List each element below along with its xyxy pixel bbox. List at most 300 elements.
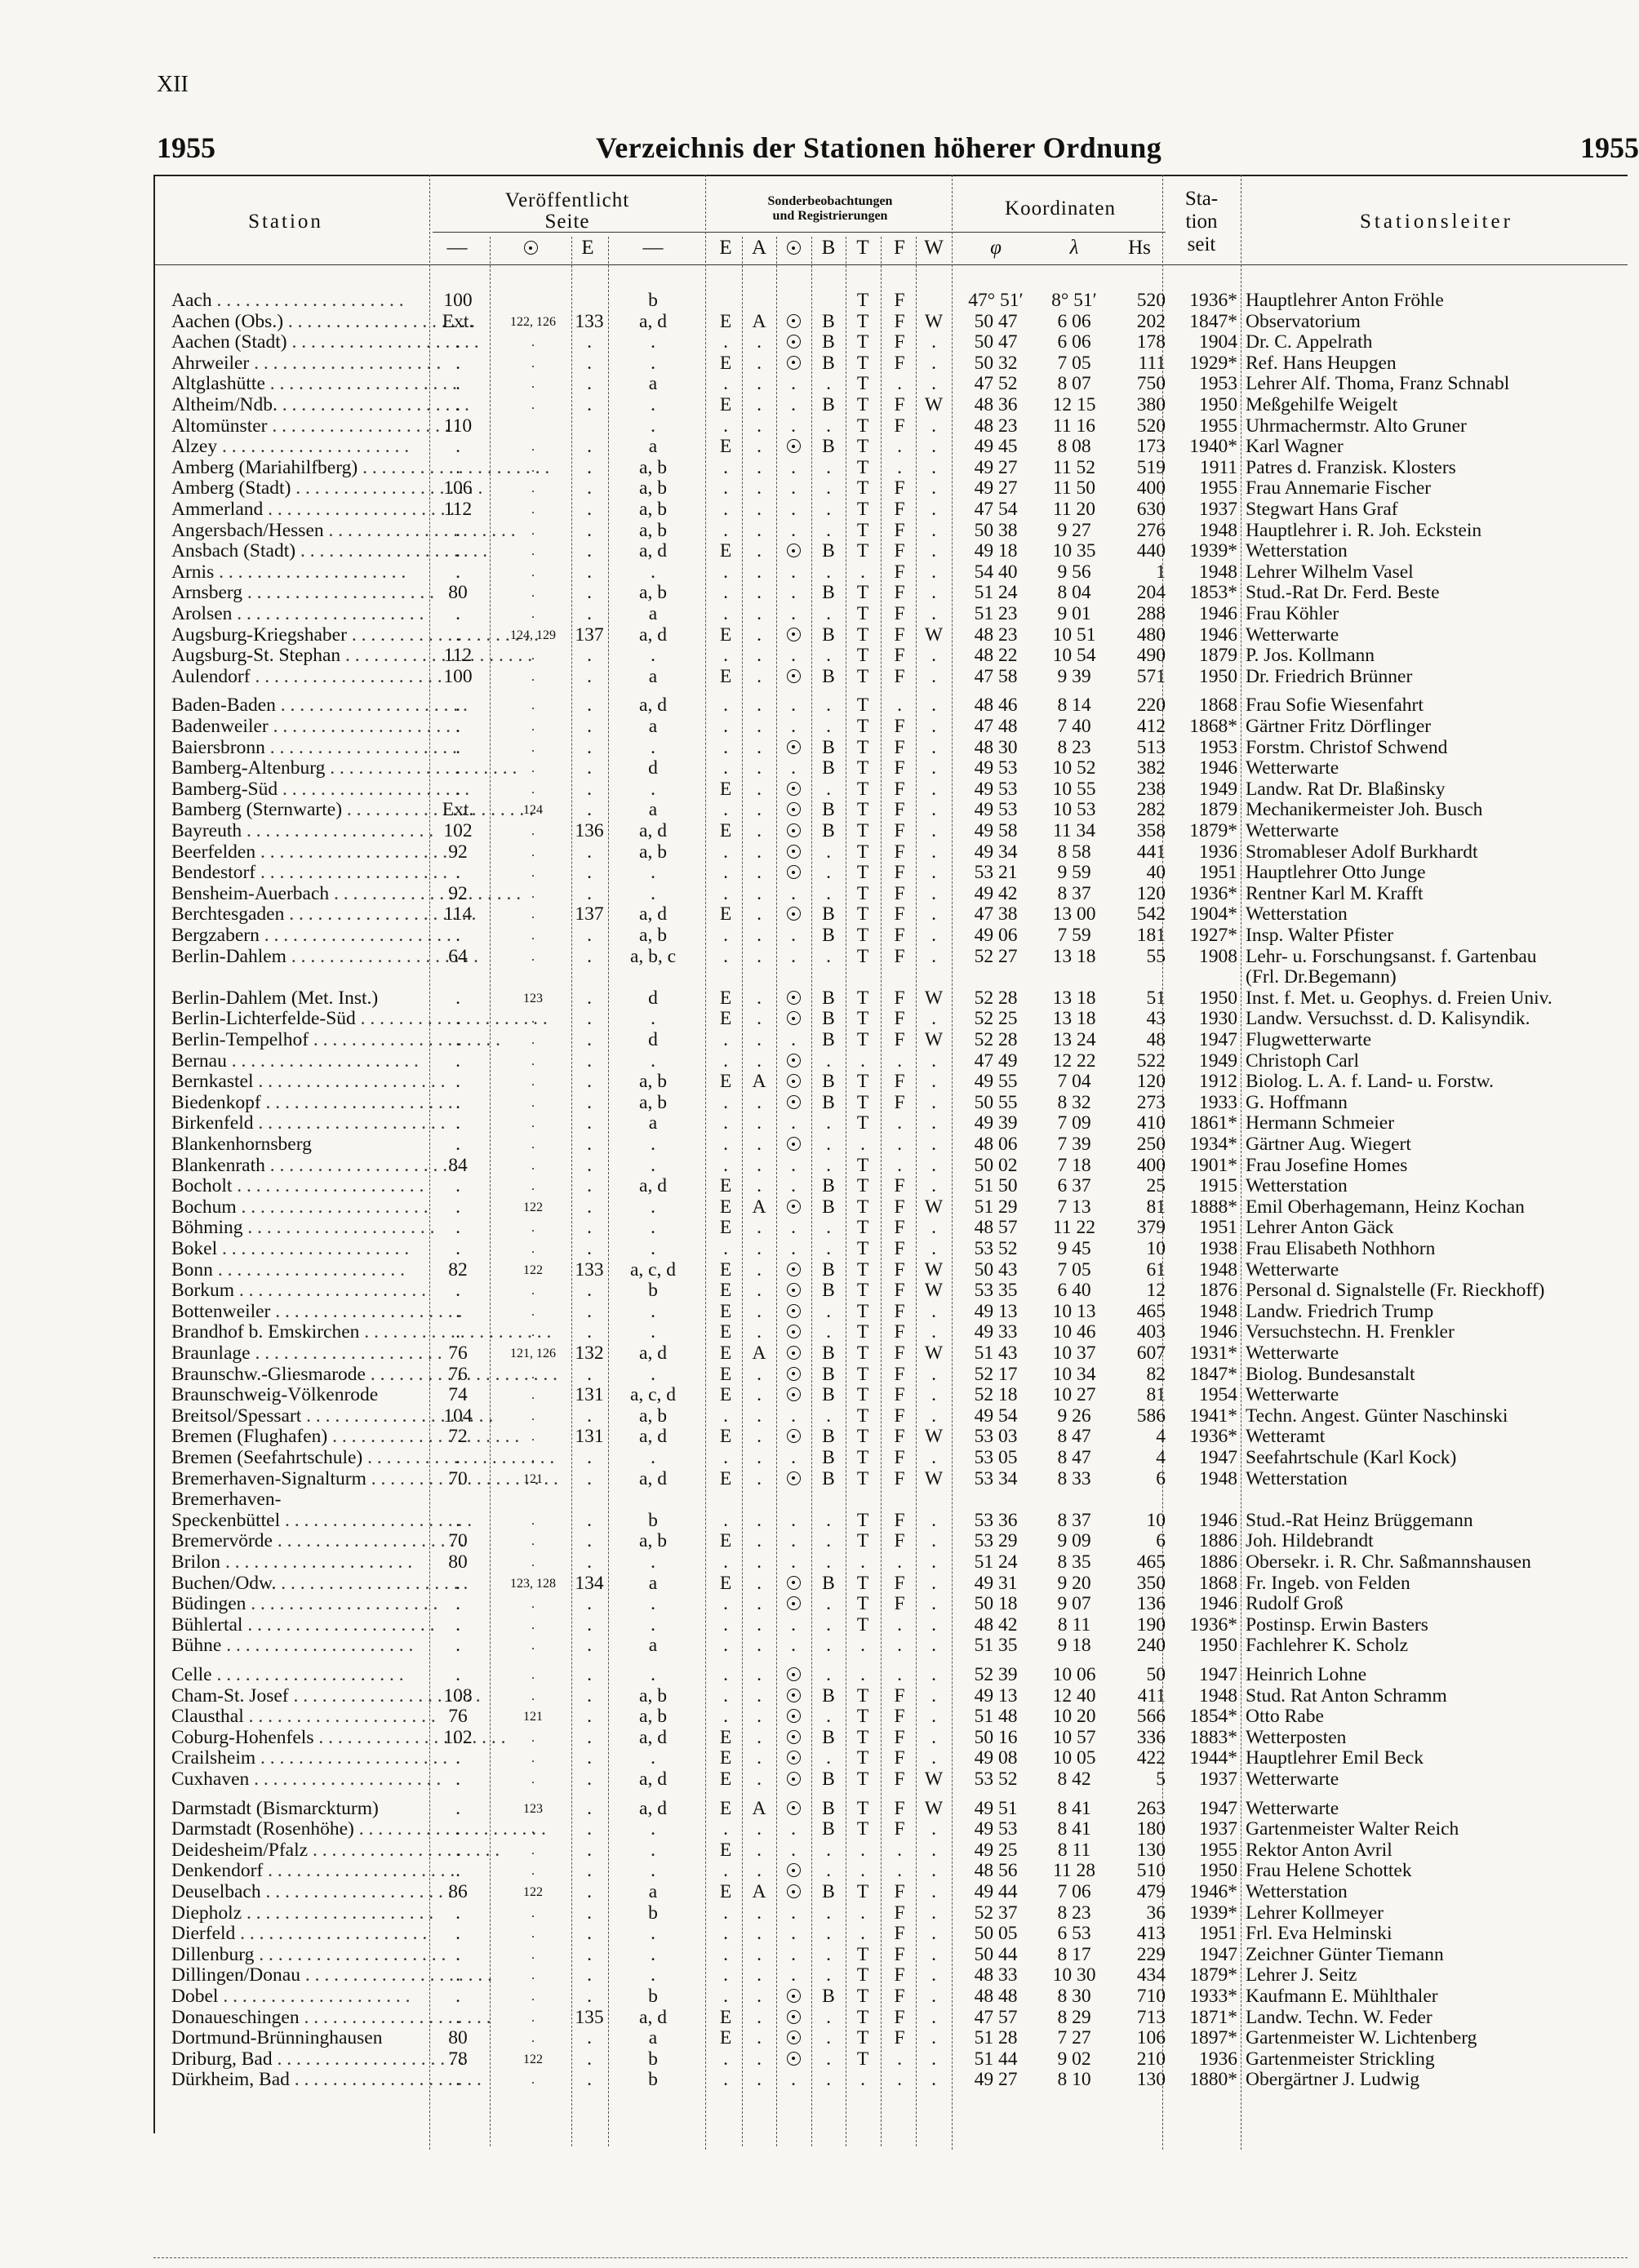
cell-leit: Landw. Techn. W. Feder	[1246, 2006, 1432, 2028]
header-station-seit-1: Sta-	[1184, 188, 1219, 210]
cell-T: T	[856, 1112, 869, 1134]
cell-A: .	[757, 1530, 762, 1552]
cell-O: .	[791, 645, 796, 667]
cell-v3: .	[587, 499, 592, 520]
cell-T: T	[856, 415, 869, 437]
header-A: A	[751, 237, 767, 259]
cell-B: B	[822, 1572, 835, 1594]
table-row	[0, 2008, 1632, 2029]
cell-E: .	[723, 1684, 728, 1707]
cell-E: .	[723, 1134, 728, 1155]
cell-E: E	[719, 1196, 732, 1218]
cell-O: .	[791, 1839, 796, 1861]
cell-leit: Mechanikermeister Joh. Busch	[1246, 799, 1483, 821]
cell-F: .	[897, 1839, 902, 1861]
cell-lam: 8 23	[1057, 1902, 1091, 1924]
cell-B: .	[826, 2027, 831, 2049]
table-row	[0, 332, 1632, 353]
cell-n: Brilon . . .	[171, 1552, 433, 1573]
cell-leit: Rektor Anton Avril	[1246, 1839, 1392, 1861]
cell-v2: .	[531, 886, 535, 901]
cell-v4: .	[651, 1747, 655, 1769]
cell-F: .	[897, 1635, 902, 1657]
table-row	[0, 1176, 1632, 1197]
cell-v4: a, d	[639, 1426, 667, 1448]
cell-lam: 7 04	[1057, 1071, 1091, 1093]
cell-hs: 440	[1136, 540, 1166, 562]
cell-E: .	[723, 582, 728, 604]
cell-T: T	[856, 310, 869, 332]
cell-lam: 10 30	[1052, 1964, 1096, 1986]
cell-seit: 1879*	[1189, 820, 1237, 841]
cell-hs: 441	[1136, 841, 1166, 863]
cell-F: F	[894, 1706, 905, 1728]
year-left: 1955	[157, 131, 215, 164]
cell-phi: 53 35	[974, 1280, 1018, 1302]
cell-v4: .	[651, 1050, 655, 1072]
cell-leit: Biolog. L. A. f. Land- u. Forstw.	[1246, 1071, 1494, 1093]
cell-lam: 10 51	[1052, 624, 1096, 646]
cell-O	[777, 437, 810, 458]
cell-v3: .	[587, 945, 592, 967]
cell-hs: 238	[1136, 778, 1166, 800]
cell-seit: 1897*	[1189, 2027, 1237, 2049]
cell-B: .	[826, 1134, 831, 1155]
cell-v2: .	[531, 1284, 535, 1298]
cell-phi: 49 13	[974, 1684, 1018, 1707]
table-row	[0, 988, 1632, 1010]
cell-A: .	[757, 1467, 762, 1489]
cell-v4: a, b	[639, 1071, 667, 1093]
cell-F: .	[897, 1134, 902, 1155]
cell-T: T	[856, 645, 869, 667]
cell-B: B	[822, 394, 835, 415]
sun-icon	[787, 1689, 801, 1702]
table-row	[0, 2049, 1632, 2070]
table-row	[0, 395, 1632, 416]
cell-W: .	[931, 1943, 936, 1965]
cell-T: T	[856, 456, 869, 478]
cell-W: .	[931, 2027, 936, 2049]
cell-B: .	[826, 1839, 831, 1861]
cell-phi: 47 48	[974, 716, 1018, 737]
cell-F: .	[897, 373, 902, 395]
cell-v3: .	[587, 1839, 592, 1861]
cell-O: .	[791, 1238, 796, 1259]
cell-B: B	[822, 1797, 835, 1819]
cell-F: F	[894, 540, 905, 562]
cell-W: .	[931, 1839, 936, 1861]
cell-v3: .	[587, 1321, 592, 1343]
cell-E: .	[723, 695, 728, 717]
cell-v4: a, b	[639, 1530, 667, 1552]
cell-O: .	[791, 456, 796, 478]
cell-n: Braunschweig-Völkenrode	[171, 1384, 379, 1406]
cell-v3: .	[587, 1860, 592, 1882]
cell-v2: .	[531, 2010, 535, 2025]
cell-A: .	[757, 1593, 762, 1615]
cell-v3: .	[587, 582, 592, 604]
cell-W: .	[931, 1071, 936, 1093]
cell-leit: Fachlehrer K. Scholz	[1246, 1635, 1409, 1657]
cell-lam: 11 34	[1052, 820, 1095, 841]
cell-hs: 520	[1136, 290, 1166, 311]
cell-phi: 54 40	[974, 561, 1018, 583]
cell-v4: .	[651, 645, 655, 667]
cell-O	[777, 1882, 810, 1903]
cell-O	[777, 821, 810, 842]
cell-v2: .	[531, 1367, 535, 1382]
cell-hs: 120	[1136, 1071, 1166, 1093]
cell-seit: 1934*	[1189, 1134, 1237, 1155]
cell-n: Bayreuth . . .	[171, 821, 433, 842]
table-row	[0, 758, 1632, 779]
cell-F: F	[894, 820, 905, 841]
cell-lam: 11 20	[1052, 499, 1095, 520]
cell-W: .	[931, 1405, 936, 1427]
cell-T: T	[856, 1509, 869, 1531]
cell-n: Diepholz . . .	[171, 1903, 433, 1924]
sun-icon	[787, 782, 801, 796]
table-row	[0, 821, 1632, 842]
cell-A: .	[757, 1300, 762, 1322]
cell-v4: .	[651, 1321, 655, 1343]
cell-phi: 50 32	[974, 352, 1018, 374]
cell-A: .	[757, 1405, 762, 1427]
cell-B: .	[826, 1551, 831, 1573]
cell-lam: 7 05	[1057, 352, 1091, 374]
cell-T: T	[856, 1818, 869, 1840]
table-row	[0, 1728, 1632, 1749]
cell-F: .	[897, 436, 902, 458]
cell-v1: .	[455, 1134, 460, 1155]
cell-A: .	[757, 1112, 762, 1134]
cell-O	[777, 1365, 810, 1386]
cell-A: .	[757, 903, 762, 925]
cell-phi: 51 44	[974, 2048, 1018, 2070]
cell-leit: Frau Helene Schottek	[1246, 1860, 1412, 1882]
cell-lam: 8 07	[1057, 373, 1091, 395]
cell-lam: 10 55	[1052, 778, 1096, 800]
cell-A: .	[757, 415, 762, 437]
cell-v3: .	[587, 394, 592, 415]
cell-E: .	[723, 1447, 728, 1468]
table-row	[0, 1406, 1632, 1427]
cell-O	[777, 1986, 810, 2008]
cell-v1: 112	[443, 645, 473, 667]
cell-v4: a, b	[639, 1405, 667, 1427]
cell-F: F	[894, 1726, 905, 1748]
cell-seit: 1886	[1199, 1530, 1237, 1552]
cell-leit: Gartenmeister Strickling	[1246, 2048, 1435, 2070]
cell-F: F	[894, 352, 905, 374]
cell-hs: 380	[1136, 394, 1166, 415]
cell-v4: b	[648, 1986, 658, 2007]
cell-F: F	[894, 561, 905, 583]
cell-seit: 1947	[1199, 1447, 1237, 1468]
cell-leit: Wetterstation	[1246, 903, 1348, 925]
cell-v4: a, d	[639, 624, 667, 646]
cell-v2: .	[531, 1751, 535, 1766]
cell-O	[777, 1728, 810, 1749]
cell-seit: 1948	[1199, 1300, 1237, 1322]
cell-T: .	[860, 1923, 865, 1945]
cell-v2: .	[531, 503, 535, 517]
cell-B: B	[822, 1726, 835, 1748]
table-row	[0, 1552, 1632, 1573]
table-row	[0, 1986, 1632, 2008]
cell-v3: .	[587, 799, 592, 821]
cell-n: Deuselbach . . .	[171, 1882, 433, 1903]
header-koordinaten: Koordinaten	[1005, 198, 1116, 220]
cell-n: Bremen (Seefahrtschule) . . .	[171, 1448, 433, 1469]
cell-T: T	[856, 1964, 869, 1986]
cell-seit: 1951	[1199, 1217, 1237, 1239]
cell-v1: 102	[443, 1726, 473, 1748]
cell-phi: 50 18	[974, 1593, 1018, 1615]
cell-W: .	[931, 1964, 936, 1986]
cell-v4: .	[651, 1134, 655, 1155]
cell-phi: 52 28	[974, 987, 1018, 1009]
cell-A: .	[757, 778, 762, 800]
cell-v4: .	[651, 1923, 655, 1945]
cell-hs: 10	[1146, 1238, 1166, 1259]
cell-leit: Personal d. Signalstelle (Fr. Rieckhoff)	[1246, 1280, 1545, 1302]
cell-v3: .	[587, 778, 592, 800]
cell-B: .	[826, 477, 831, 499]
cell-v4: .	[651, 882, 655, 904]
cell-seit: 1886	[1199, 1551, 1237, 1573]
cell-leit: Frl. Eva Helminski	[1246, 1923, 1392, 1945]
cell-leit: Stegwart Hans Graf	[1246, 499, 1398, 520]
cell-v3: .	[587, 477, 592, 499]
cell-v2: .	[531, 1095, 535, 1110]
cell-v1: 76	[448, 1343, 468, 1364]
cell-v4: a, b	[639, 841, 667, 863]
cell-n: Baiersbronn . . .	[171, 738, 433, 759]
cell-T: .	[860, 1134, 865, 1155]
cell-B: .	[826, 1706, 831, 1728]
cell-seit: 1868	[1199, 1572, 1237, 1594]
cell-lam: 10 54	[1052, 645, 1096, 667]
cell-phi: 49 55	[974, 1071, 1018, 1093]
cell-A: .	[757, 945, 762, 967]
cell-W: .	[931, 519, 936, 541]
cell-F: F	[894, 778, 905, 800]
cell-lam: 7 27	[1057, 2027, 1091, 2049]
cell-v2: .	[531, 1513, 535, 1528]
cell-phi: 49 27	[974, 2069, 1018, 2091]
cell-F: F	[894, 799, 905, 821]
cell-hs: 36	[1146, 1902, 1166, 1924]
cell-B: B	[822, 1986, 835, 2007]
cell-phi: 49 06	[974, 925, 1018, 946]
cell-leit: Seefahrtschule (Karl Kock)	[1246, 1447, 1457, 1468]
cell-seit: 1949	[1199, 778, 1237, 800]
cell-W: .	[931, 1613, 936, 1636]
cell-hs: 1	[1156, 561, 1166, 583]
cell-leit: Wetterwarte	[1246, 1797, 1339, 1819]
cell-O	[777, 1594, 810, 1615]
cell-phi: 47 58	[974, 665, 1018, 687]
cell-A: A	[752, 1071, 766, 1093]
cell-n: Dürkheim, Bad . . .	[171, 2070, 433, 2091]
cell-hs: 229	[1136, 1943, 1166, 1965]
cell-phi: 50 55	[974, 1091, 1018, 1113]
cell-O: .	[791, 1551, 796, 1573]
table-row	[0, 646, 1632, 667]
cell-O	[777, 1322, 810, 1343]
cell-E: E	[719, 903, 732, 925]
cell-A: .	[757, 1943, 762, 1965]
cell-v1: .	[455, 925, 460, 946]
cell-B: .	[826, 2069, 831, 2091]
cell-lam: 10 57	[1052, 1726, 1096, 1748]
cell-W: .	[931, 1551, 936, 1573]
cell-v1: 78	[448, 2048, 468, 2070]
cell-v1: .	[455, 603, 460, 624]
cell-T: .	[860, 1664, 865, 1685]
cell-n: Bremerhaven-Signalturm . . .	[171, 1469, 433, 1490]
header-E-2: E	[719, 237, 732, 259]
cell-v2: .	[531, 1556, 535, 1569]
cell-hs: 6	[1156, 1530, 1166, 1552]
cell-F: .	[897, 1664, 902, 1685]
cell-leit: Stud.-Rat Heinz Brüggemann	[1246, 1509, 1473, 1531]
sun-icon	[787, 907, 801, 921]
cell-leit: Wetterwarte	[1246, 624, 1339, 646]
cell-T: .	[860, 1839, 865, 1861]
cell-F: F	[894, 1238, 905, 1259]
sun-icon	[787, 1263, 801, 1276]
sun-icon	[787, 544, 801, 557]
cell-seit: 1908	[1199, 945, 1237, 967]
cell-n: Aachen (Obs.) . . .	[171, 312, 433, 333]
cell-hs: 130	[1136, 2069, 1166, 2091]
cell-B: B	[822, 1467, 835, 1489]
cell-leit: Wetterstation	[1246, 1467, 1348, 1489]
cell-v4: a, b	[639, 925, 667, 946]
cell-W: .	[931, 352, 936, 374]
cell-v2: .	[531, 2073, 535, 2088]
cell-W: .	[931, 582, 936, 604]
cell-leit: Landw. Versuchsst. d. D. Kalisyndik.	[1246, 1008, 1530, 1030]
cell-leit: Hauptlehrer Otto Junge	[1246, 862, 1426, 884]
cell-n: Bendestorf . . .	[171, 863, 433, 884]
cell-hs: 25	[1146, 1175, 1166, 1197]
cell-seit: 1950	[1199, 394, 1237, 415]
header-T: T	[856, 237, 869, 259]
cell-lam: 11 28	[1052, 1860, 1095, 1882]
cell-v4: a, c, d	[629, 1258, 677, 1280]
cell-hs: 411	[1137, 1684, 1166, 1707]
cell-O: .	[791, 1943, 796, 1965]
cell-B: .	[826, 1530, 831, 1552]
cell-E: E	[719, 1426, 732, 1448]
cell-v1: 80	[448, 582, 468, 604]
cell-A: .	[757, 665, 762, 687]
cell-E: .	[723, 1964, 728, 1986]
cell-phi: 48 30	[974, 736, 1018, 758]
cell-B: .	[826, 1613, 831, 1636]
cell-leit: Wetterwarte	[1246, 1769, 1339, 1790]
cell-B: B	[822, 624, 835, 646]
cell-seit: 1948	[1199, 561, 1237, 583]
cell-n: Berlin-Dahlem (Met. Inst.)	[171, 987, 379, 1009]
cell-lam: 12 15	[1052, 394, 1096, 415]
cell-F: F	[894, 736, 905, 758]
cell-E: .	[723, 561, 728, 583]
cell-B: B	[822, 799, 835, 821]
cell-T: T	[856, 757, 869, 779]
cell-leit: Wetterwarte	[1246, 1343, 1339, 1364]
cell-seit: 1954	[1199, 1384, 1237, 1406]
cell-F: F	[894, 1321, 905, 1343]
cell-v1: .	[455, 757, 460, 779]
sun-icon	[787, 1730, 801, 1744]
cell-leit: Lehrer J. Seitz	[1246, 1964, 1357, 1986]
cell-lam: 10 35	[1052, 540, 1096, 562]
cell-hs: 282	[1136, 799, 1166, 821]
cell-W: .	[931, 436, 936, 458]
cell-v3: .	[587, 1196, 592, 1218]
cell-F: F	[894, 1593, 905, 1615]
cell-v2: .	[531, 699, 535, 713]
cell-v4: .	[651, 1839, 655, 1861]
cell-n: Denkendorf . . .	[171, 1861, 433, 1882]
table-row	[0, 2028, 1632, 2049]
cell-E: E	[719, 1881, 732, 1902]
cell-T: T	[856, 1071, 869, 1093]
cell-seit: 1904*	[1189, 903, 1237, 925]
cell-B: B	[822, 1008, 835, 1030]
cell-v4: a, b	[639, 1091, 667, 1113]
cell-O: .	[791, 757, 796, 779]
cell-leit: Joh. Hildebrandt	[1246, 1530, 1374, 1552]
cell-v1: .	[455, 1050, 460, 1072]
cell-v4: .	[651, 862, 655, 884]
sun-icon	[787, 1054, 801, 1067]
cell-T: T	[856, 499, 869, 520]
cell-v3: .	[587, 561, 592, 583]
cell-lam: 6 37	[1057, 1175, 1091, 1197]
cell-F: .	[897, 1860, 902, 1882]
cell-O: .	[791, 477, 796, 499]
cell-B: B	[822, 1280, 835, 1302]
cell-T: T	[856, 477, 869, 499]
cell-F: F	[894, 1923, 905, 1945]
cell-O	[777, 1469, 810, 1490]
table-row	[0, 1819, 1632, 1840]
cell-v3: .	[587, 1706, 592, 1728]
table-row	[0, 1489, 1632, 1511]
cell-phi: 49 13	[974, 1300, 1018, 1322]
cell-A: .	[757, 519, 762, 541]
cell-n: Deidesheim/Pfalz . . .	[171, 1840, 433, 1862]
cell-W: .	[931, 1154, 936, 1176]
cell-hs: 180	[1136, 1818, 1166, 1840]
cell-leit: Otto Rabe	[1246, 1706, 1324, 1728]
cell-n: Bensheim-Auerbach . . .	[171, 884, 433, 905]
cell-n: Bergzabern . . .	[171, 925, 433, 947]
cell-leit: Versuchstechn. H. Frenkler	[1246, 1321, 1455, 1343]
cell-hs: 263	[1136, 1797, 1166, 1819]
cell-W: W	[924, 1769, 944, 1790]
cell-W: .	[931, 1747, 936, 1769]
header-sun-2	[777, 237, 810, 260]
cell-seit: 1936	[1199, 2048, 1237, 2070]
cell-B: B	[822, 1071, 835, 1093]
